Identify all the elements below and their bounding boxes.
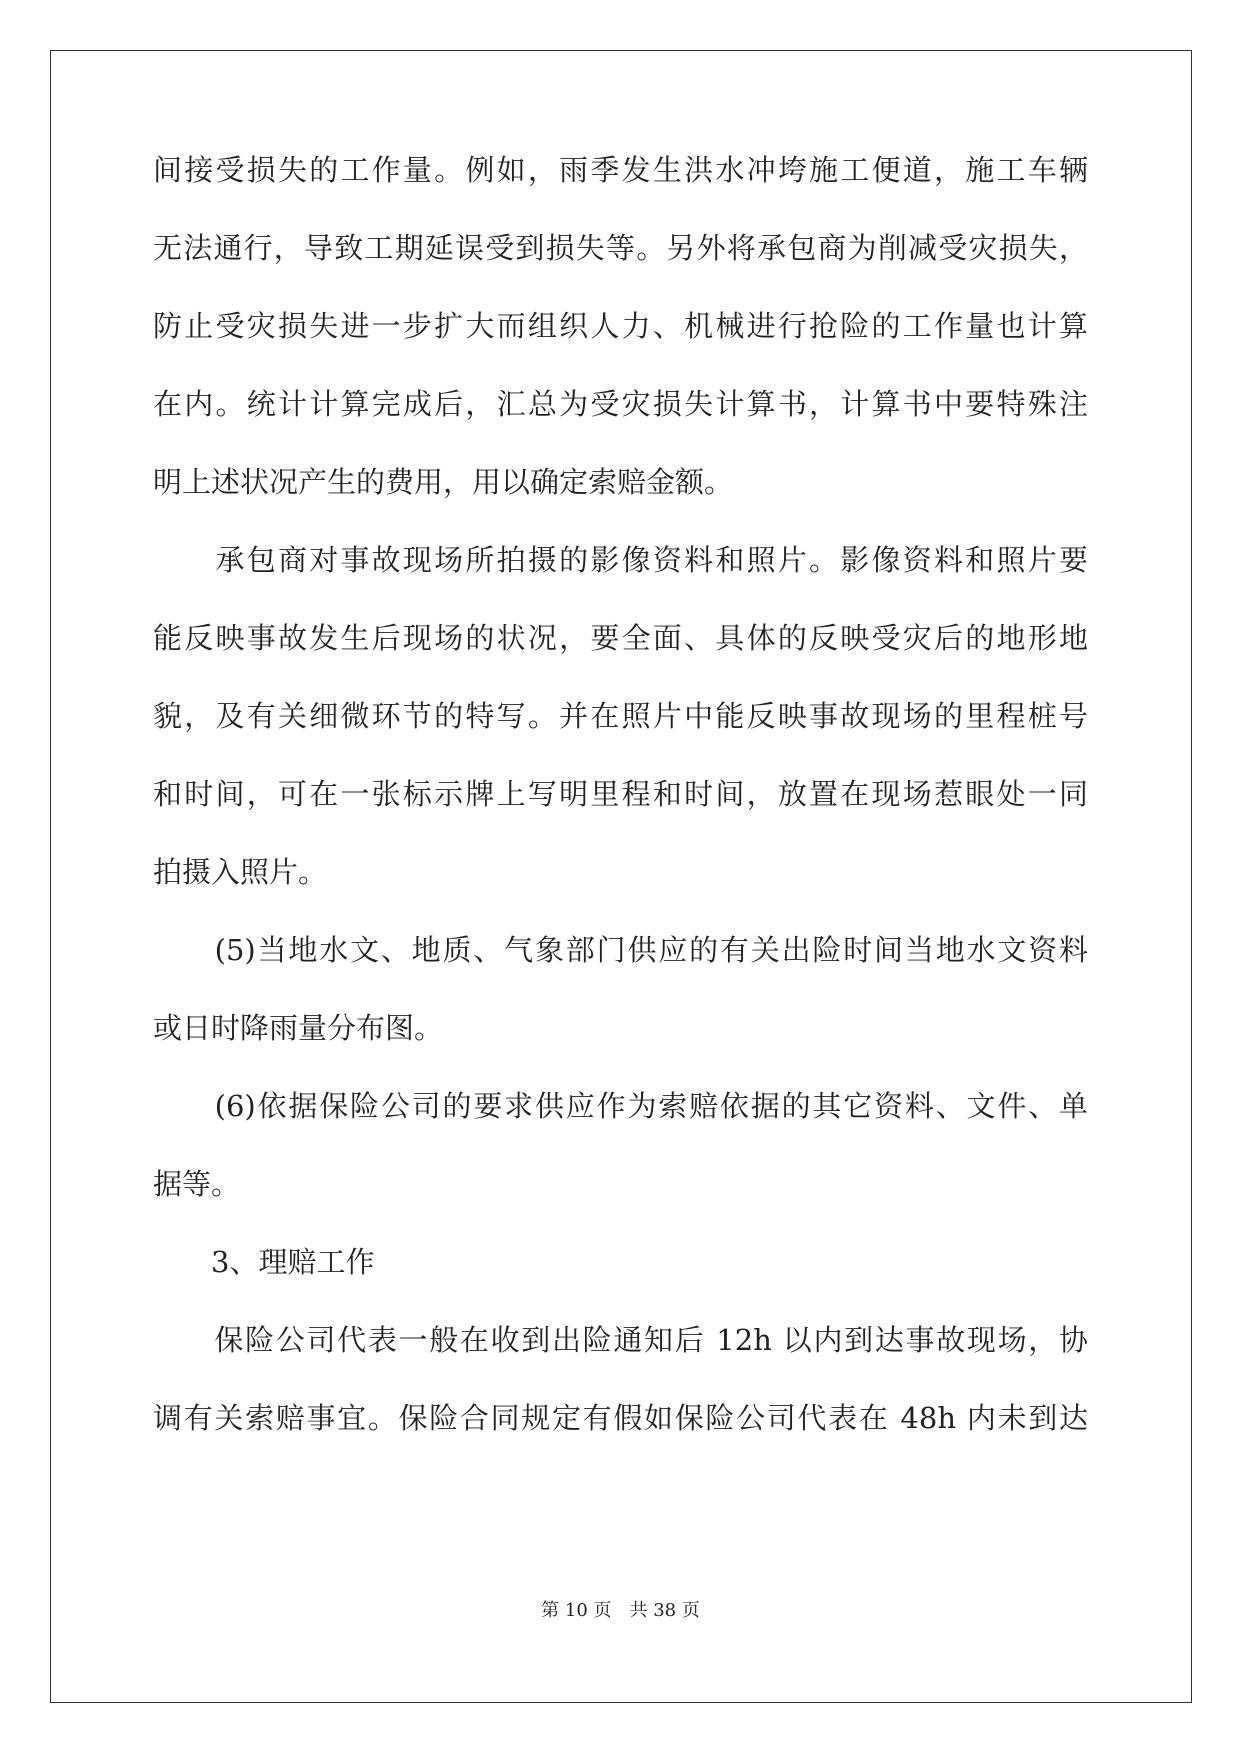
text-line: 防止受灾损失进一步扩大而组织人力、机械进行抢险的工作量也计算 bbox=[153, 309, 1088, 343]
text-line: 或日时降雨量分布图。 bbox=[153, 1011, 444, 1045]
text-line: 能反映事故发生后现场的状况，要全面、具体的反映受灾后的地形地 bbox=[153, 621, 1088, 655]
text-line: 貌，及有关细微环节的特写。并在照片中能反映事故现场的里程桩号 bbox=[153, 699, 1088, 733]
text-line: 承包商对事故现场所拍摄的影像资料和照片。影像资料和照片要 bbox=[153, 543, 1088, 577]
text-line: 间接受损失的工作量。例如，雨季发生洪水冲垮施工便道，施工车辆 bbox=[153, 153, 1088, 187]
text-line: 和时间，可在一张标示牌上写明里程和时间，放置在现场惹眼处一同 bbox=[153, 777, 1088, 811]
text-line: 调有关索赔事宜。保险合同规定有假如保险公司代表在 48h 内未到达 bbox=[153, 1401, 1088, 1435]
text-line: 据等。 bbox=[153, 1167, 241, 1201]
text-line: 在内。统计计算完成后，汇总为受灾损失计算书，计算书中要特殊注 bbox=[153, 387, 1088, 421]
section-heading: 3、理赔工作 bbox=[153, 1245, 375, 1279]
text-line: (5)当地水文、地质、气象部门供应的有关出险时间当地水文资料 bbox=[153, 933, 1088, 967]
text-line: 无法通行，导致工期延误受到损失等。另外将承包商为削减受灾损失， bbox=[153, 231, 1088, 265]
text-line: 保险公司代表一般在收到出险通知后 12h 以内到达事故现场，协 bbox=[153, 1323, 1088, 1357]
text-line: (6)依据保险公司的要求供应作为索赔依据的其它资料、文件、单 bbox=[153, 1089, 1088, 1123]
text-line: 明上述状况产生的费用，用以确定索赔金额。 bbox=[153, 465, 734, 499]
page-number-footer: 第 10 页 共 38 页 bbox=[541, 1600, 700, 1621]
text-line: 拍摄入照片。 bbox=[153, 855, 328, 889]
